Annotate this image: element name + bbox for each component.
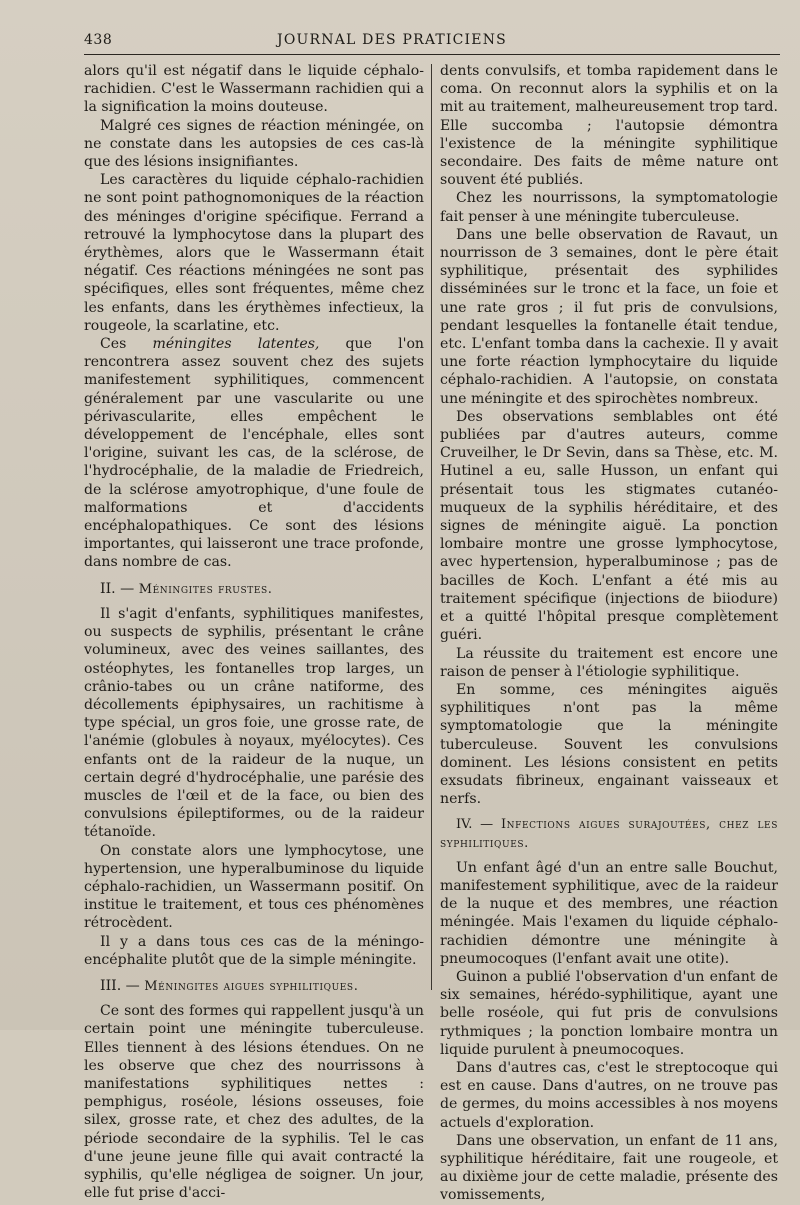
paragraph: Guinon a publié l'observation d'un enfant de six semaines, hérédo-syphilitique, ayant une belle roséole, qui fut pris de convulsions rythmiques ; la ponction lombaire montra un liquide purulent à pneumocoques. — [440, 968, 778, 1058]
paragraph: Malgré ces signes de réaction méningée, on ne constate dans les autopsies de ces cas-là que des lésions insignifiantes. — [84, 117, 424, 171]
text-run: que l'on rencontrera assez souvent chez des sujets manifestement syphilitiques, commencent généralement par une vascularite ou une périvascularite, elles empêchent le développement de l'encéphale, elles sont l'origine, suivant les cas, de la sclérose, de l'hydrocéphalie, de la maladie de Friedreich, de la sclérose amyotrophique, d'une foule de malformations et d'accidents encéphalopathiques. Ce sont des lésions importantes, qui laisseront une trace profonde, dans nombre de cas. — [84, 336, 425, 571]
section-title: Méningites aigues syphilitiques. — [144, 978, 359, 994]
text-run: Ces — [100, 336, 127, 353]
paragraph: Dans d'autres cas, c'est le streptocoque qui est en cause. Dans d'autres, on ne trouve pas de germes, du moins accessibles à nos moyens actuels d'exploration. — [440, 1059, 778, 1131]
paragraph: Les caractères du liquide céphalo-rachidien ne sont point pathognomoniques de la réaction des méninges d'origine spécifique. Ferrand a retrouvé la lymphocytose dans la plupart des érythèmes, alors que le Wassermann était négatif. Ces réactions méningées ne sont pas spécifiques, elles sont fréquentes, même chez les enfants, dans les érythèmes infectieux, la rougeole, la scarlatine, etc. — [84, 172, 424, 334]
section-title: Infections aigues surajoutées, chez les syphilitiques. — [440, 817, 778, 851]
paragraph: Des observations semblables ont été publiées par d'autres auteurs, comme Cruveilher, le Dr Sevin, dans sa Thèse, etc. M. Hutinel a eu, salle Husson, un enfant qui présentait tous les stigmates cutanéo-muqueux de la syphilis héréditaire, et des signes de méningite aiguë. La ponction lombaire montre une grosse lymphocytose, avec hypertension, hyperalbuminose ; pas de bacilles de Koch. L'enfant a été mis au traitement spécifique (injections de biiodure) et a quitté l'hôpital presque complètement guéri. — [440, 408, 778, 644]
page-number: 438 — [84, 32, 113, 48]
left-column — [84, 62, 425, 1202]
paragraph: Il y a dans tous ces cas de la méningo-encéphalite plutôt que de la simple méningite. — [84, 933, 424, 968]
paragraph: En somme, ces méningites aiguës syphilitiques n'ont pas la même symptomatologie que la méningite tuberculeuse. Souvent les convulsions dominent. Les lésions consistent en petits exsudats fibrineux, engainant vaisseaux et nerfs. — [440, 681, 778, 808]
paragraph: Chez les nourrissons, la symptomatologie fait penser à une méningite tuberculeuse. — [440, 190, 778, 225]
paragraph: Un enfant âgé d'un an entre salle Bouchut, manifestement syphilitique, avec de la raideur de la nuque et des membres, une réaction méningée. Mais l'examen du liquide céphalo-rachidien démontre une méningite à pneumocoques (l'enfant avait une otite). — [440, 859, 778, 967]
paragraph: On constate alors une lymphocytose, une hypertension, une hyperalbuminose du liquide céphalo-rachidien, un Wassermann positif. On institue le traitement, et tous ces phénomènes rétrocèdent. — [84, 842, 424, 932]
section-heading-2 — [84, 580, 424, 599]
section-number: IV. — — [456, 817, 494, 833]
column-divider — [431, 64, 432, 990]
right-column — [440, 62, 778, 1204]
paragraph: alors qu'il est négatif dans le liquide céphalo-rachidien. C'est le Wassermann rachidien qui a la signification la moins douteuse. — [84, 63, 424, 116]
section-heading-4 — [440, 816, 778, 852]
paragraph: Dans une observation, un enfant de 11 ans, syphilitique héréditaire, fait une rougeole, et au dixième jour de cette maladie, présente des vomissements, — [440, 1132, 778, 1204]
running-head — [84, 32, 780, 55]
paragraph: dents convulsifs, et tomba rapidement dans le coma. On reconnut alors la syphilis et on la mit au traitement, malheureusement trop tard. Elle succomba ; l'autopsie démontra l'existence de la méningite syphilitique secondaire. Des faits de même nature ont souvent été publiés. — [440, 63, 778, 189]
paragraph: Ce sont des formes qui rappellent jusqu'à un certain point une méningite tuberculeuse. Elles tiennent à des lésions étendues. On ne les observe que chez des nourrissons à manifestations syphilitiques nettes : pemphigus, roséole, lésions osseuses, foie silex, grosse rate, et chez des adultes, de la période secondaire de la syphilis. Tel le cas d'une jeune jeune fille qui avait contracté la syphilis, qu'elle négligea de soigner. Un jour, elle fut prise d'acci- — [84, 1003, 424, 1202]
section-title: Méningites frustes. — [138, 581, 273, 597]
section-heading-3 — [84, 977, 424, 996]
paragraph: La réussite du traitement est encore une raison de penser à l'étiologie syphilitique. — [440, 645, 778, 680]
journal-title: JOURNAL DES PRATICIENS — [277, 32, 507, 48]
section-number: II. — — [100, 580, 135, 597]
italic-term: méningites latentes, — [152, 336, 320, 353]
paragraph: Il s'agit d'enfants, syphilitiques manifestes, ou suspects de syphilis, présentant le crâne volumineux, avec des veines saillantes, des ostéophytes, les fontanelles trop larges, un crânio-tabes ou un crâne natiforme, des décollements épiphysaires, un rachitisme à type spécial, un gros foie, une grosse rate, de l'anémie (globules à noyaux, myélocytes). Ces enfants ont de la raideur de la nuque, un certain degré d'hydrocéphalie, une parésie des muscles de l'œil et de la face, ou bien des convulsions épileptiformes, ou de la raideur tétanoïde. — [84, 605, 424, 841]
section-number: III. — — [100, 977, 140, 994]
paragraph: Dans une belle observation de Ravaut, un nourrisson de 3 semaines, dont le père était syphilitique, présentait des syphilides disséminées sur le tronc et la face, un foie et une rate gros ; il fut pris de convulsions, pendant lesquelles la fontanelle était tendue, etc. L'enfant tomba dans la cachexie. Il y avait une forte réaction lymphocytaire du liquide céphalo-rachidien. A l'autopsie, on constata une méningite et des spirochètes nombreux. — [440, 226, 778, 407]
paragraph — [84, 335, 424, 572]
